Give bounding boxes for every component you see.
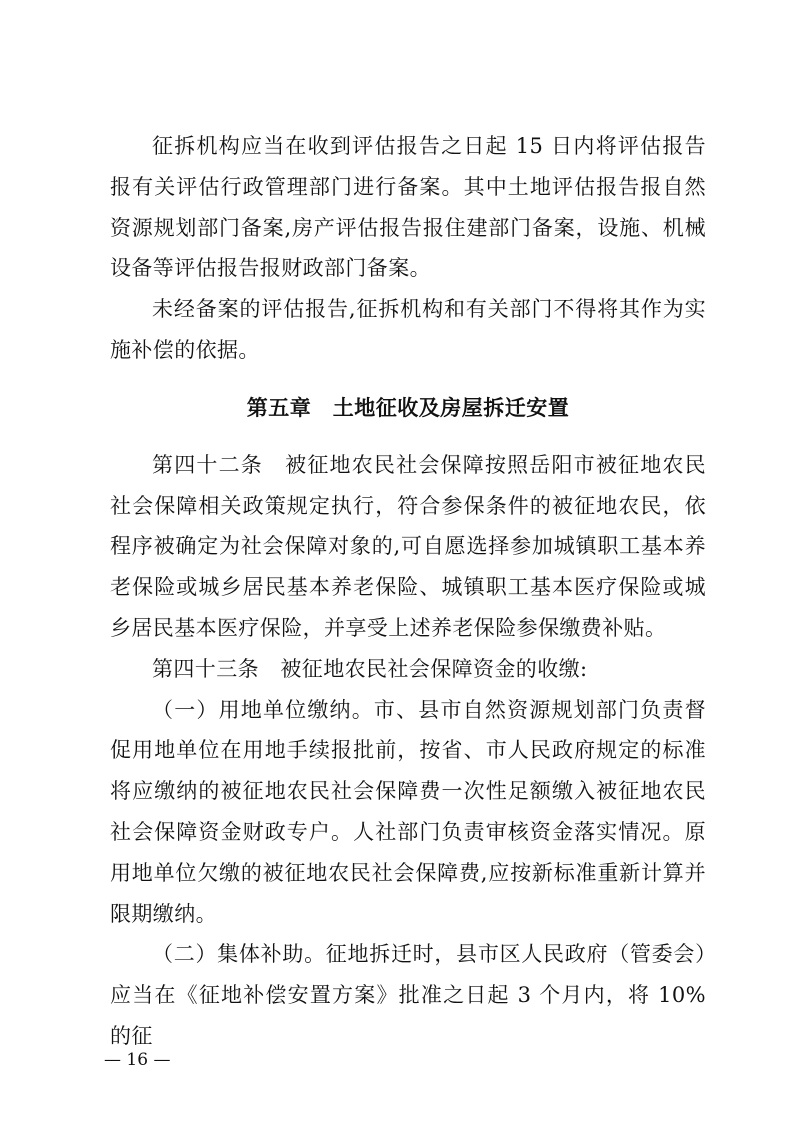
document-body	[110, 126, 706, 1057]
item-1-paragraph: （一）用地单位缴纳。市、县市自然资源规划部门负责督促用地单位在用地手续报批前，按省、市人民政府规定的标准将应缴纳的被征地农民社会保障费一次性足额缴入被征地农民社会保障资金财政专户。人社部门负责审核资金落实情况。原用地单位欠缴的被征地农民社会保障费,应按新标准重新计算并限期缴纳。	[110, 697, 706, 926]
page-number: — 16 —	[104, 1050, 171, 1070]
paragraph-unfiled-report: 未经备案的评估报告,征拆机构和有关部门不得将其作为实施补偿的依据。	[110, 297, 706, 362]
chapter-title: 第五章 土地征收及房屋拆迁安置	[246, 395, 570, 420]
paragraph-filing-deadline: 征拆机构应当在收到评估报告之日起 15 日内将评估报告报有关评估行政管理部门进行备案。其中土地评估报告报自然资源规划部门备案,房产评估报告报住建部门备案，设施、机械设备等评估报告报财政部门备案。	[110, 134, 706, 281]
article-43-number: 第四十三条	[152, 656, 259, 681]
article-42-paragraph	[110, 445, 706, 649]
article-43-text: 被征地农民社会保障资金的收缴:	[280, 656, 588, 681]
article-42-text: 被征地农民社会保障按照岳阳市被征地农民社会保障相关政策规定执行，符合参保条件的被征地农民，依程序被确定为社会保障对象的,可自愿选择参加城镇职工基本养老保险或城乡居民基本养老保险、城镇职工基本医疗保险或城乡居民基本医疗保险，并享受上述养老保险参保缴费补贴。	[110, 452, 707, 640]
article-43-paragraph	[110, 649, 706, 690]
article-42-number: 第四十二条	[152, 452, 263, 477]
item-2-paragraph: （二）集体补助。征地拆迁时，县市区人民政府（管委会）应当在《征地补偿安置方案》批准之日起 3 个月内，将 10%的征	[110, 942, 706, 1048]
